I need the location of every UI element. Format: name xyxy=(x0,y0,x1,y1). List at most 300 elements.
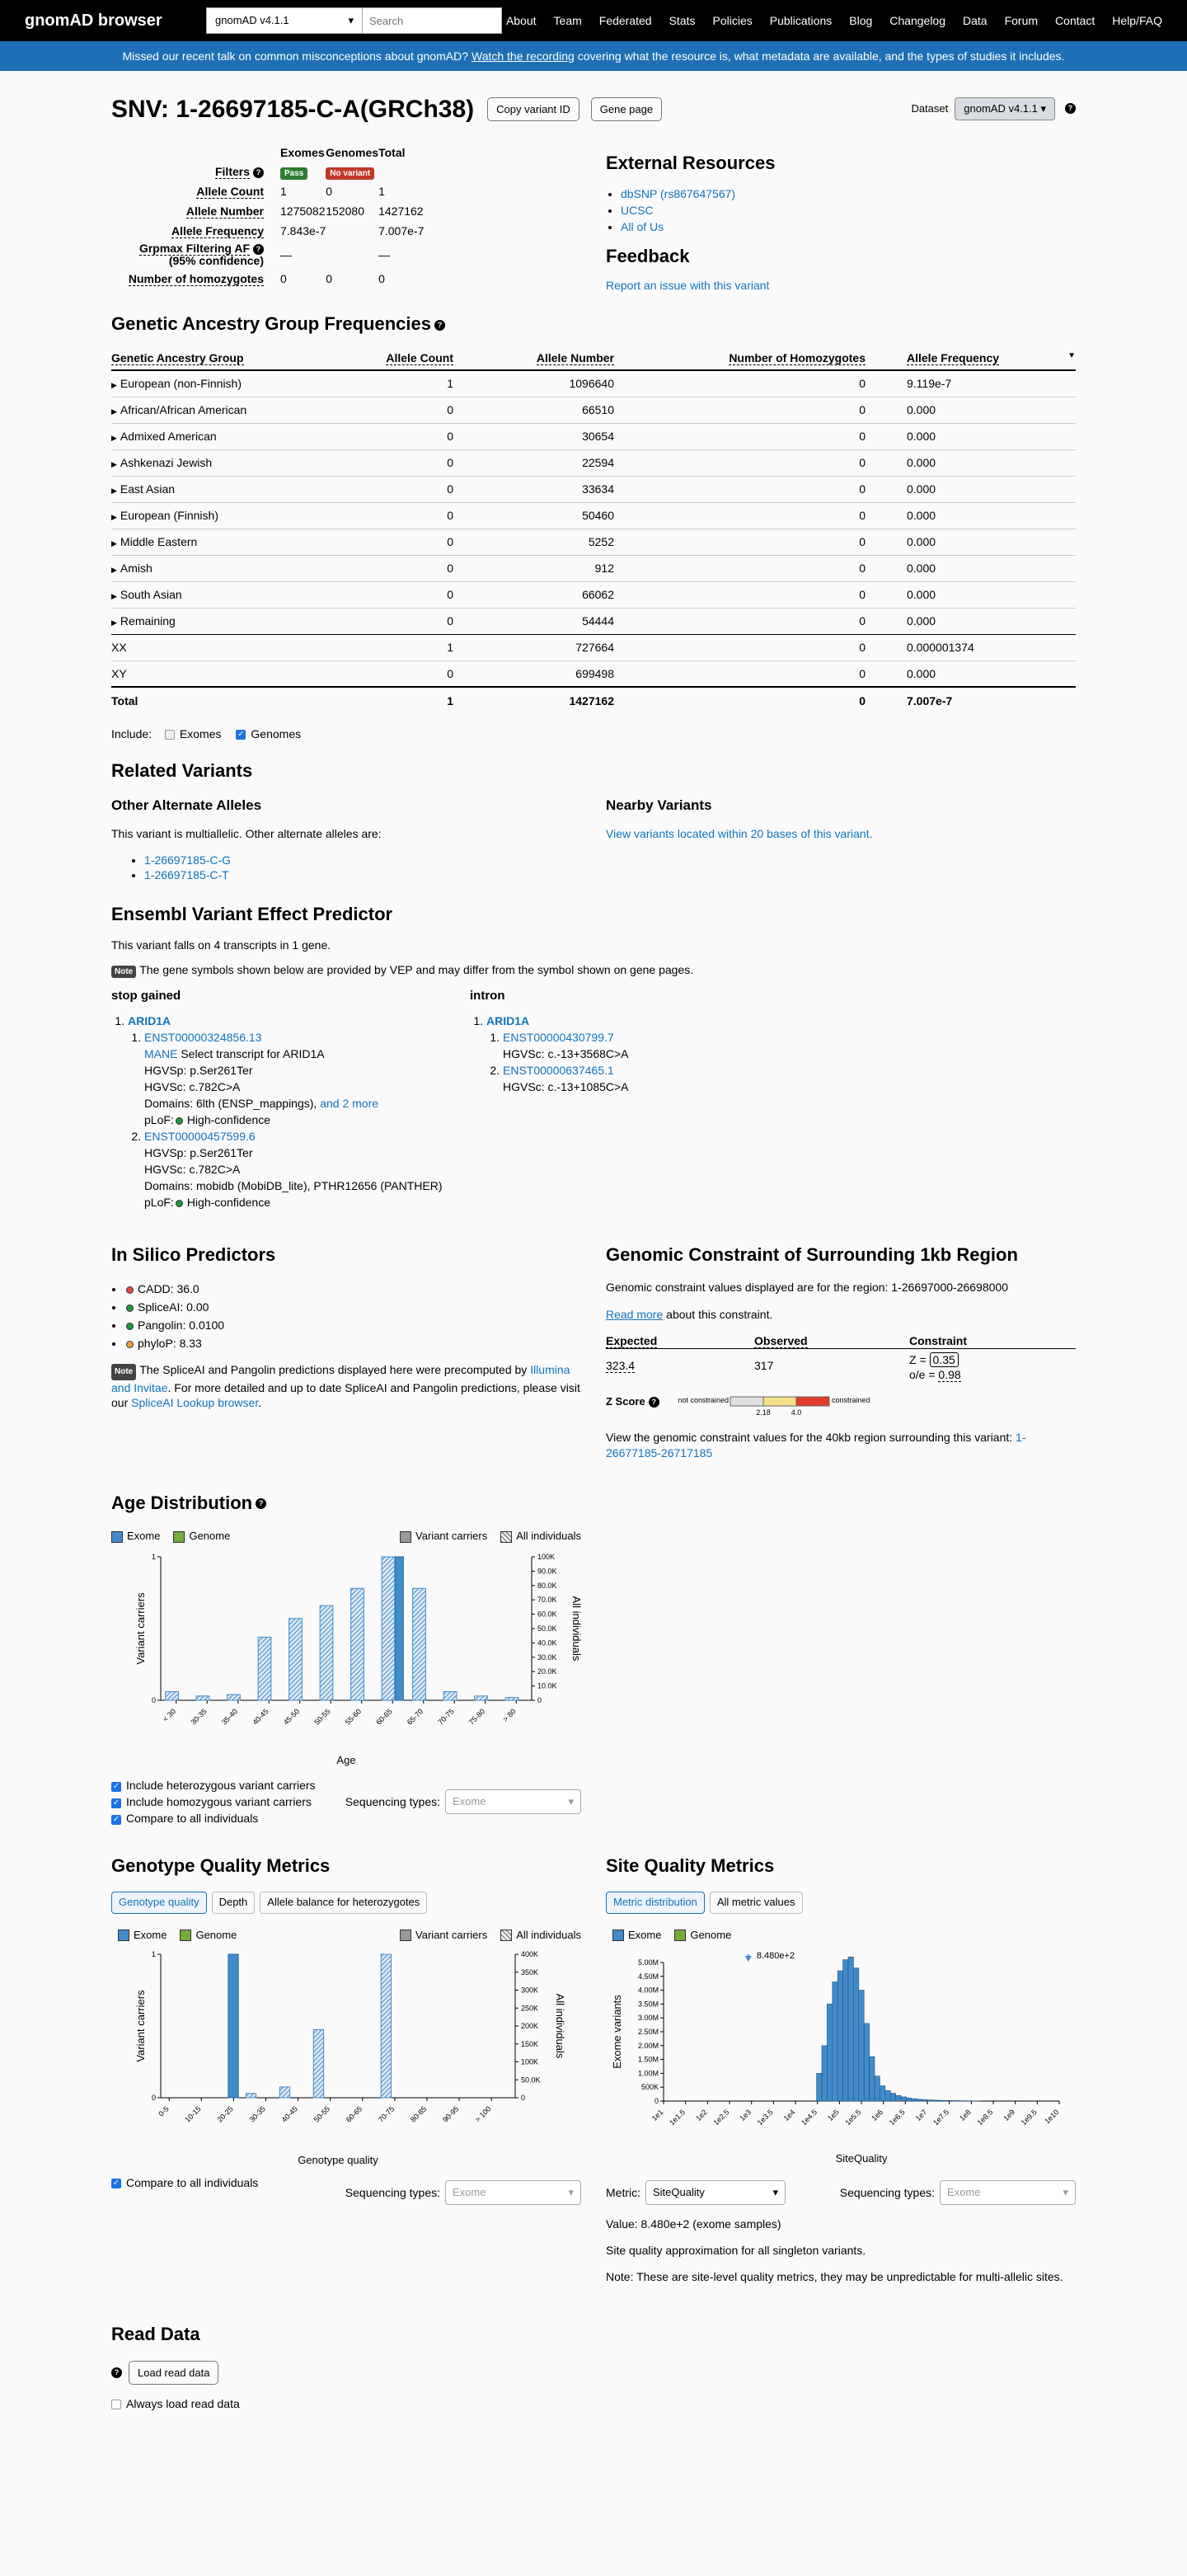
right-tick-label: 20.0K xyxy=(537,1667,557,1676)
summary-row: Allele Number 1275082 152080 1427162 xyxy=(111,201,424,221)
dataset-row: Dataset gnomAD v4.1.1 ▾ ? xyxy=(911,97,1076,121)
right-tick-label: 60.0K xyxy=(537,1610,557,1619)
always-load-checkbox[interactable]: Always load read data xyxy=(111,2396,1076,2411)
expand-icon[interactable]: ▶ xyxy=(111,618,117,627)
transcript-link[interactable]: ENST00000430799.7 xyxy=(503,1031,614,1044)
ancestry-title: Genetic Ancestry Group Frequencies ? xyxy=(111,313,1076,336)
x-tick-label: 1e5 xyxy=(826,2108,841,2122)
x-tick-label: > 80 xyxy=(501,1708,518,1724)
right-tick-label: 350K xyxy=(521,1968,538,1977)
allele-link[interactable]: 1-26697185-C-G xyxy=(144,853,231,867)
summary-row: Allele Count 1 0 1 xyxy=(111,181,424,201)
x-tick-label: 60-65 xyxy=(374,1708,393,1727)
constrained-label: constrained xyxy=(832,1396,870,1404)
table-row: XY 0 699498 0 0.000 xyxy=(111,660,1076,687)
tab-all-metric-values[interactable]: All metric values xyxy=(710,1892,803,1914)
x-tick-label: 1e4.5 xyxy=(800,2108,819,2127)
table-row[interactable]: ▶ Admixed American 0 30654 0 0.000 xyxy=(111,423,1076,449)
external-link-item xyxy=(621,202,1076,219)
site-quality-bar xyxy=(943,2100,948,2101)
nav-link-policies[interactable]: Policies xyxy=(713,13,753,28)
status-dot-icon xyxy=(126,1286,134,1294)
vep-note: The gene symbols shown below are provided by VEP and may differ from the symbol shown on gene pages. xyxy=(139,963,693,976)
right-tick-label: 400K xyxy=(521,1950,538,1958)
help-icon[interactable]: ? xyxy=(1065,103,1076,114)
genome-swatch xyxy=(173,1531,185,1543)
exome-swatch xyxy=(111,1531,123,1543)
x-tick-label: 30-35 xyxy=(189,1708,208,1727)
age-option-checkbox[interactable]: ✓ Compare to all individuals xyxy=(111,1810,316,1826)
all-individuals-bar xyxy=(351,1589,364,1701)
variant-summary-table: Exomes Genomes Total Filters ? Pass No variant Allele Count 1 0 1 Allele Number 1275082 152080 1427162 Allele Frequency 7.843e-7 7.007e-7 Grpmax Filtering AF ? (95% confidence) — — Number of homozygotes 0 0 0 xyxy=(111,143,424,289)
nav-link-about[interactable]: About xyxy=(506,13,537,28)
external-link[interactable]: UCSC xyxy=(621,204,654,217)
x-tick-label: 70-75 xyxy=(377,2104,396,2123)
right-tick-label: 250K xyxy=(521,2004,538,2012)
x-tick-label: < 30 xyxy=(162,1708,178,1724)
other-alleles-text: This variant is multiallelic. Other alternate alleles are: xyxy=(111,826,581,841)
list-item xyxy=(144,853,581,867)
site-quality-bar xyxy=(822,2046,827,2101)
help-icon[interactable]: ? xyxy=(253,244,264,255)
intron-list: 1. ARID1A 1. ENST00000430799.7 HGVSc: c.-13+3568C>A 2. ENST00000637465.1 HGVSc: c.-13+1085C>A xyxy=(486,1013,629,1095)
gq-chart xyxy=(111,1946,581,2169)
read-more-link[interactable]: Read more xyxy=(606,1308,663,1321)
table-row[interactable]: ▶ Amish 0 912 0 0.000 xyxy=(111,555,1076,581)
vep-intro: This variant falls on 4 transcripts in 1 gene. xyxy=(111,938,1076,952)
age-option-checkbox[interactable]: ✓ Include heterozygous variant carriers xyxy=(111,1777,316,1793)
x-tick-label: 1e10 xyxy=(1043,2108,1060,2125)
value-marker-label: 8.480e+2 xyxy=(757,1951,795,1961)
brand-logo[interactable]: gnomAD browser xyxy=(25,10,206,31)
include-row: Include: Exomes ✓ Genomes xyxy=(111,726,1076,741)
all-individuals-bar xyxy=(258,1638,271,1701)
age-chart xyxy=(111,1550,581,1769)
nearby-variants-link[interactable]: View variants located within 20 bases of this variant. xyxy=(606,826,1076,841)
dataset-select[interactable]: gnomAD v4.1.1 ▾ xyxy=(206,7,363,34)
right-tick-label: 0 xyxy=(537,1696,542,1704)
x-tick-label: 1e6.5 xyxy=(888,2108,907,2127)
x-tick-label: 55-60 xyxy=(344,1708,363,1727)
site-quality-bar xyxy=(917,2099,922,2101)
tab-allele-balance-for-heterozygotes[interactable]: Allele balance for heterozygotes xyxy=(260,1892,427,1914)
stop-gained-list: 1. ARID1A 1. ENST00000324856.13 MANE Select transcript for ARID1A HGVSp: p.Ser261Ter HGVSc: c.782C>A Domains: 6lth (ENSP_mappings), and 2 more pLoF: High-confidence 2. ENST00000457599.6 HGVSp: p.Ser261Ter HGVSc: c.782C>A Domains: mobidb (MobiDB_lite), PTHR12656 (PANTHER) pLoF: High-confidence xyxy=(128,1013,470,1210)
caret-down-icon: ▾ xyxy=(348,14,354,28)
metric-select[interactable]: SiteQuality ▾ xyxy=(645,2180,786,2205)
exome-swatch xyxy=(612,1930,624,1941)
y-tick-label: 1.00M xyxy=(638,2069,659,2077)
all-individuals-bar xyxy=(228,1695,241,1700)
sequencing-type-select[interactable]: Exome ▾ xyxy=(445,2180,581,2205)
all-individuals-bar xyxy=(196,1696,209,1700)
expand-icon[interactable]: ▶ xyxy=(111,592,117,600)
expand-icon[interactable]: ▶ xyxy=(111,539,117,548)
right-tick-label: 90.0K xyxy=(537,1568,557,1576)
genome-swatch xyxy=(180,1930,191,1941)
y-tick-label: 5.00M xyxy=(638,1958,659,1967)
y-tick-label: 2.50M xyxy=(638,2028,659,2036)
site-quality-bar xyxy=(870,2057,875,2101)
sequencing-type-select[interactable]: Exome ▾ xyxy=(445,1789,581,1814)
site-quality-bar xyxy=(949,2100,954,2101)
all-individuals-bar xyxy=(381,1954,391,2098)
site-quality-bar xyxy=(912,2099,917,2101)
y-tick-label: 0 xyxy=(654,2097,659,2105)
insilico-list xyxy=(124,1280,581,1352)
x-tick-label: 1e2 xyxy=(694,2108,709,2122)
predictor-item: • CADD: 36.0 xyxy=(124,1280,581,1298)
all-individuals-bar xyxy=(166,1692,179,1700)
x-tick-label: 45-50 xyxy=(282,1708,301,1727)
tab-depth[interactable]: Depth xyxy=(212,1892,256,1914)
sequencing-type-select[interactable]: Exome ▾ xyxy=(940,2180,1076,2205)
site-quality-bar xyxy=(906,2098,911,2101)
gene-link[interactable]: ARID1A xyxy=(128,1014,171,1027)
x-tick-label: 75-80 xyxy=(467,1708,486,1727)
gene-link[interactable]: ARID1A xyxy=(486,1014,529,1027)
table-row[interactable]: ▶ Middle Eastern 0 5252 0 0.000 xyxy=(111,529,1076,555)
gq-legend: Exome Genome Variant carriers All individuals xyxy=(111,1929,581,1943)
site-quality-bar xyxy=(833,1981,837,2100)
pass-badge: Pass xyxy=(280,167,307,180)
constraint-desc: Genomic constraint values displayed are for the region: 1-26697000-26698000 xyxy=(606,1280,1076,1295)
site-quality-bar xyxy=(885,2090,890,2101)
age-options: ✓ Include heterozygous variant carriers ✓ Include homozygous variant carriers ✓ Compare to all individuals Sequencing types: Exome ▾ xyxy=(111,1777,581,1826)
table-row[interactable]: ▶ European (Finnish) 0 50460 0 0.000 xyxy=(111,502,1076,529)
page-header xyxy=(111,94,1076,124)
site-quality-bar xyxy=(890,2093,895,2100)
site-quality-bar xyxy=(864,2024,869,2101)
not-constrained-label: not constrained xyxy=(678,1396,729,1404)
right-tick-label: 80.0K xyxy=(537,1582,557,1590)
x-tick-label: 1e9.5 xyxy=(1020,2108,1039,2127)
variant-carriers-swatch xyxy=(400,1531,411,1543)
y-tick-label: 1.50M xyxy=(638,2055,659,2063)
y-tick-label: 500K xyxy=(641,2083,659,2091)
x-tick-label: 1e6 xyxy=(870,2108,884,2122)
all-individuals-bar xyxy=(505,1698,518,1700)
all-individuals-bar xyxy=(475,1696,488,1700)
include-exomes-checkbox[interactable]: Exomes xyxy=(165,727,222,740)
x-tick-label: > 100 xyxy=(473,2104,492,2123)
right-tick-label: 70.0K xyxy=(537,1596,557,1604)
site-quality-bar xyxy=(922,2099,927,2101)
x-tick-label: 80-85 xyxy=(409,2104,428,2123)
report-issue-link[interactable]: Report an issue with this variant xyxy=(606,278,1076,293)
expand-icon[interactable]: ▶ xyxy=(111,487,117,495)
x-tick-label: 50-55 xyxy=(312,1708,331,1727)
x-axis-label: Genotype quality xyxy=(298,2154,378,2166)
right-tick-label: 150K xyxy=(521,2040,538,2048)
metric-desc: Site quality approximation for all singleton variants. xyxy=(606,2243,1076,2258)
announcement-banner: Missed our recent talk on common misconceptions about gnomAD? Watch the recording covering what the resource is, what metadata are available, and the types of studies it includes. xyxy=(0,41,1187,71)
predictor-item: • phyloP: 8.33 xyxy=(124,1334,581,1352)
high-confidence-icon xyxy=(176,1200,183,1207)
gene-page-button[interactable]: Gene page xyxy=(591,97,662,121)
x-tick-label: 1e7 xyxy=(914,2108,929,2122)
help-icon[interactable]: ? xyxy=(253,167,264,178)
mane-link[interactable]: MANE xyxy=(144,1047,177,1060)
external-link[interactable]: All of Us xyxy=(621,220,664,233)
feedback-title: Feedback xyxy=(606,245,1076,269)
scale-tick: 4.0 xyxy=(791,1408,801,1417)
x-tick-label: 1e7.5 xyxy=(931,2108,950,2127)
sort-icon[interactable]: ▼ xyxy=(1067,350,1076,361)
high-confidence-icon xyxy=(176,1117,183,1125)
nav-link-publications[interactable]: Publications xyxy=(770,13,833,28)
table-row[interactable]: ▶ Remaining 0 54444 0 0.000 xyxy=(111,608,1076,634)
load-read-data-button[interactable]: Load read data xyxy=(129,2361,218,2385)
status-dot-icon xyxy=(126,1304,134,1312)
variant-carrier-bar xyxy=(395,1557,403,1700)
page-title: SNV: 1-26697185-C-A(GRCh38) xyxy=(111,93,474,125)
all-individuals-bar xyxy=(443,1692,457,1700)
right-tick-label: 50.0K xyxy=(521,2075,541,2084)
expand-icon[interactable]: ▶ xyxy=(111,407,117,416)
x-tick-label: 50-55 xyxy=(312,2104,331,2123)
x-tick-label: 0-5 xyxy=(157,2104,170,2118)
help-icon[interactable]: ? xyxy=(649,1397,659,1408)
all-individuals-swatch xyxy=(500,1531,512,1543)
nav-link-blog[interactable]: Blog xyxy=(849,13,872,28)
site-quality-bar xyxy=(837,1971,842,2101)
table-row[interactable]: ▶ East Asian 0 33634 0 0.000 xyxy=(111,476,1076,502)
x-tick-label: 30-35 xyxy=(248,2104,267,2123)
site-quality-bar xyxy=(843,1959,848,2100)
genome-swatch xyxy=(674,1930,686,1941)
sq-chart xyxy=(606,1946,1076,2169)
site-quality-bar xyxy=(938,2100,943,2101)
x-tick-label: 90-95 xyxy=(441,2104,460,2123)
site-quality-bar xyxy=(859,1990,864,2100)
site-quality-bar xyxy=(827,2004,832,2101)
status-dot-icon xyxy=(126,1341,134,1348)
constraint-table: Expected Observed Constraint 323.4 317 Z = 0.35 o/e = 0.98 xyxy=(606,1333,1076,1383)
ancestry-table: Genetic Ancestry Group Allele Count Allele Number Number of Homozygotes Allele Frequency ▼ ▶ European (non-Finnish) 1 1096640 0 9.119e-7 ▶ African/African American 0 66510 0 0.000 ▶ Admixed American 0 30654 0 0.000 ▶ Ashkenazi Jewish 0 22594 0 0.000 ▶ East Asian 0 33634 0 0.000 ▶ European (Finnish) 0 50460 0 0.000 ▶ Middle Eastern 0 5252 0 0.000 ▶ Amish 0 912 0 0.000 ▶ South Asian 0 66062 0 0.000 ▶ Remaining 0 54444 0 0.000 XX 1 727664 0 0.000001374 XY 0 699498 0 0.000 Total 1 1427162 0 7.007e-7 xyxy=(111,346,1076,713)
nav-link-forum[interactable]: Forum xyxy=(1005,13,1038,28)
copy-variant-id-button[interactable]: Copy variant ID xyxy=(487,97,579,121)
help-icon[interactable]: ? xyxy=(111,2367,122,2378)
x-tick-label: 1e2.5 xyxy=(711,2108,730,2127)
age-legend: Exome Genome Variant carriers All individuals xyxy=(111,1530,581,1544)
right-tick-label: 100K xyxy=(537,1553,555,1561)
left-tick-label: 0 xyxy=(152,2094,156,2102)
all-individuals-bar xyxy=(413,1589,426,1701)
other-alleles-list xyxy=(144,853,581,882)
other-alleles-title: Other Alternate Alleles xyxy=(111,797,581,815)
help-icon[interactable]: ? xyxy=(434,320,445,331)
vep-title: Ensembl Variant Effect Predictor xyxy=(111,903,1076,927)
y-tick-label: 3.50M xyxy=(638,2000,659,2008)
scale-tick: 2.18 xyxy=(756,1408,771,1417)
illumina-link[interactable]: Illumina and Invitae xyxy=(111,1363,570,1394)
site-quality-bar xyxy=(901,2097,906,2101)
allele-link[interactable]: 1-26697185-C-T xyxy=(144,868,229,881)
y-tick-label: 3.00M xyxy=(638,2014,659,2022)
expand-icon[interactable]: ▶ xyxy=(111,381,117,389)
x-tick-label: 40-45 xyxy=(251,1708,270,1727)
exome-swatch xyxy=(118,1930,129,1941)
variant-carrier-bar xyxy=(228,1954,238,2098)
right-tick-label: 0 xyxy=(521,2094,525,2102)
help-icon[interactable]: ? xyxy=(256,1498,266,1509)
nav-link-helpfaq[interactable]: Help/FAQ xyxy=(1112,13,1162,28)
y-tick-label: 4.50M xyxy=(638,1972,659,1981)
read-data-title: Read Data xyxy=(111,2323,1076,2347)
right-tick-label: 200K xyxy=(521,2022,538,2030)
z-score-scale: Z Score ? not constrained constrained 2.18 4.0 xyxy=(606,1395,1076,1417)
gq-tabs xyxy=(111,1892,581,1914)
x-tick-label: 1e4 xyxy=(782,2108,797,2122)
list-item xyxy=(144,867,581,882)
summary-row: Allele Frequency 7.843e-7 7.007e-7 xyxy=(111,221,424,241)
site-quality-bar xyxy=(880,2085,884,2100)
expand-icon[interactable]: ▶ xyxy=(111,566,117,574)
site-quality-bar xyxy=(896,2095,901,2101)
stop-gained-title: stop gained xyxy=(111,988,470,1004)
right-tick-label: 100K xyxy=(521,2057,538,2066)
table-row: XX 1 727664 0 0.000001374 xyxy=(111,634,1076,660)
nav-link-changelog[interactable]: Changelog xyxy=(889,13,945,28)
x-tick-label: 35-40 xyxy=(220,1708,239,1727)
x-tick-label: 10-15 xyxy=(183,2104,202,2123)
table-row: Total 1 1427162 0 7.007e-7 xyxy=(111,687,1076,713)
site-quality-bar xyxy=(853,1968,858,2101)
compare-checkbox[interactable]: ✓ Compare to all individuals xyxy=(111,2175,258,2205)
nav-link-data[interactable]: Data xyxy=(963,13,988,28)
x-axis-label: SiteQuality xyxy=(836,2152,888,2165)
all-individuals-bar xyxy=(246,2094,256,2098)
age-title: Age Distribution ? xyxy=(111,1492,1076,1516)
x-tick-label: 1e1 xyxy=(650,2108,665,2122)
site-quality-bar xyxy=(848,1957,853,2101)
variant-carriers-swatch xyxy=(400,1930,411,1941)
tab-genotype-quality[interactable]: Genotype quality xyxy=(111,1892,207,1914)
watch-recording-link[interactable]: Watch the recording xyxy=(472,49,575,63)
splicelookup-link[interactable]: SpliceAI Lookup browser xyxy=(131,1396,258,1409)
more-domains-link[interactable]: and 2 more xyxy=(320,1097,378,1110)
x-tick-label: 1e8 xyxy=(958,2108,973,2122)
transcript-link[interactable]: ENST00000324856.13 xyxy=(144,1031,261,1044)
metric-value: Value: 8.480e+2 (exome samples) xyxy=(606,2216,1076,2231)
nav-link-federated[interactable]: Federated xyxy=(599,13,652,28)
x-tick-label: 60-65 xyxy=(345,2104,364,2123)
x-tick-label: 1e8.5 xyxy=(975,2108,994,2127)
predictor-item: • Pangolin: 0.0100 xyxy=(124,1316,581,1334)
left-tick-label: 0 xyxy=(152,1696,156,1704)
external-resources-title: External Resources xyxy=(606,152,1076,176)
predictor-item: • SpliceAI: 0.00 xyxy=(124,1298,581,1316)
table-row[interactable]: ▶ African/African American 0 66510 0 0.000 xyxy=(111,397,1076,423)
y-axis-label-left: Variant carriers xyxy=(134,1990,147,2062)
site-quality-bar xyxy=(817,2073,822,2101)
insilico-title: In Silico Predictors xyxy=(111,1243,581,1267)
right-tick-label: 30.0K xyxy=(537,1653,557,1662)
nav-link-stats[interactable]: Stats xyxy=(669,13,696,28)
y-axis-label-right: All individuals xyxy=(554,1993,566,2058)
related-variants-title: Related Variants xyxy=(111,759,1076,783)
table-row[interactable]: ▶ Ashkenazi Jewish 0 22594 0 0.000 xyxy=(111,449,1076,476)
constraint-title: Genomic Constraint of Surrounding 1kb Region xyxy=(606,1243,1076,1267)
all-individuals-swatch xyxy=(500,1930,512,1941)
include-genomes-checkbox[interactable]: ✓ Genomes xyxy=(236,727,301,740)
right-tick-label: 50.0K xyxy=(537,1624,557,1633)
site-quality-bar xyxy=(932,2100,937,2101)
right-tick-label: 10.0K xyxy=(537,1682,557,1690)
age-option-checkbox[interactable]: ✓ Include homozygous variant carriers xyxy=(111,1793,316,1810)
nav-links xyxy=(506,13,1162,28)
table-row[interactable]: ▶ European (non-Finnish) 1 1096640 0 9.119e-7 xyxy=(111,370,1076,397)
sq-legend: Exome Genome xyxy=(606,1929,1076,1943)
table-row[interactable]: ▶ South Asian 0 66062 0 0.000 xyxy=(111,581,1076,608)
y-axis-label: Exome variants xyxy=(611,1995,623,2069)
right-tick-label: 40.0K xyxy=(537,1639,557,1648)
transcript-link[interactable]: ENST00000637465.1 xyxy=(503,1064,614,1077)
y-tick-label: 4.00M xyxy=(638,1986,659,1994)
expand-icon[interactable]: ▶ xyxy=(111,434,117,442)
search-input[interactable] xyxy=(362,7,502,34)
y-tick-label: 2.00M xyxy=(638,2042,659,2050)
summary-row: Grpmax Filtering AF ? (95% confidence) — — xyxy=(111,241,424,269)
region-link[interactable]: 1-26677185-26717185 xyxy=(606,1431,1025,1459)
x-tick-label: 40-45 xyxy=(280,2104,299,2123)
external-link-item xyxy=(621,186,1076,202)
left-tick-label: 1 xyxy=(152,1950,156,1958)
no-variant-badge: No variant xyxy=(326,167,374,180)
intron-title: intron xyxy=(470,988,629,1004)
external-links xyxy=(606,186,1076,235)
external-link[interactable]: dbSNP (rs867647567) xyxy=(621,187,735,200)
site-quality-bar xyxy=(927,2099,932,2100)
left-tick-label: 1 xyxy=(152,1553,156,1561)
expand-icon[interactable]: ▶ xyxy=(111,513,117,521)
site-quality-bar xyxy=(875,2076,880,2101)
nav-link-contact[interactable]: Contact xyxy=(1055,13,1095,28)
note-badge: Note xyxy=(111,966,136,978)
note-badge: Note xyxy=(111,1364,136,1380)
y-axis-label-left: Variant carriers xyxy=(134,1592,147,1665)
transcript-link[interactable]: ENST00000457599.6 xyxy=(144,1130,256,1143)
x-tick-label: 70-75 xyxy=(436,1708,455,1727)
all-individuals-bar xyxy=(320,1605,333,1700)
x-tick-label: 20-25 xyxy=(215,2104,234,2123)
sq-tabs xyxy=(606,1892,1076,1914)
tab-metric-distribution[interactable]: Metric distribution xyxy=(606,1892,705,1914)
nav-link-team[interactable]: Team xyxy=(554,13,582,28)
x-tick-label: 1e3.5 xyxy=(756,2108,775,2127)
all-individuals-bar xyxy=(382,1557,395,1700)
expand-icon[interactable]: ▶ xyxy=(111,460,117,468)
y-axis-label-right: All individuals xyxy=(570,1596,583,1662)
gq-title: Genotype Quality Metrics xyxy=(111,1854,581,1878)
x-tick-label: 1e9 xyxy=(1002,2108,1016,2122)
nearby-variants-title: Nearby Variants xyxy=(606,797,1076,815)
x-tick-label: 1e5.5 xyxy=(843,2108,862,2127)
summary-row: Number of homozygotes 0 0 0 xyxy=(111,269,424,289)
status-dot-icon xyxy=(126,1323,134,1330)
right-tick-label: 300K xyxy=(521,1986,538,1994)
top-navbar xyxy=(0,0,1187,41)
x-tick-label: 1e3 xyxy=(738,2108,753,2122)
dataset-dropdown[interactable]: gnomAD v4.1.1 ▾ xyxy=(955,97,1055,121)
external-link-item xyxy=(621,219,1076,235)
x-tick-label: 65-70 xyxy=(406,1708,425,1727)
metric-note: Note: These are site-level quality metrics, they may be unpredictable for multi-allelic sites. xyxy=(606,2269,1076,2284)
x-axis-label: Age xyxy=(336,1754,355,1766)
sq-title: Site Quality Metrics xyxy=(606,1854,1076,1878)
all-individuals-bar xyxy=(289,1619,303,1700)
all-individuals-bar xyxy=(313,2029,323,2098)
